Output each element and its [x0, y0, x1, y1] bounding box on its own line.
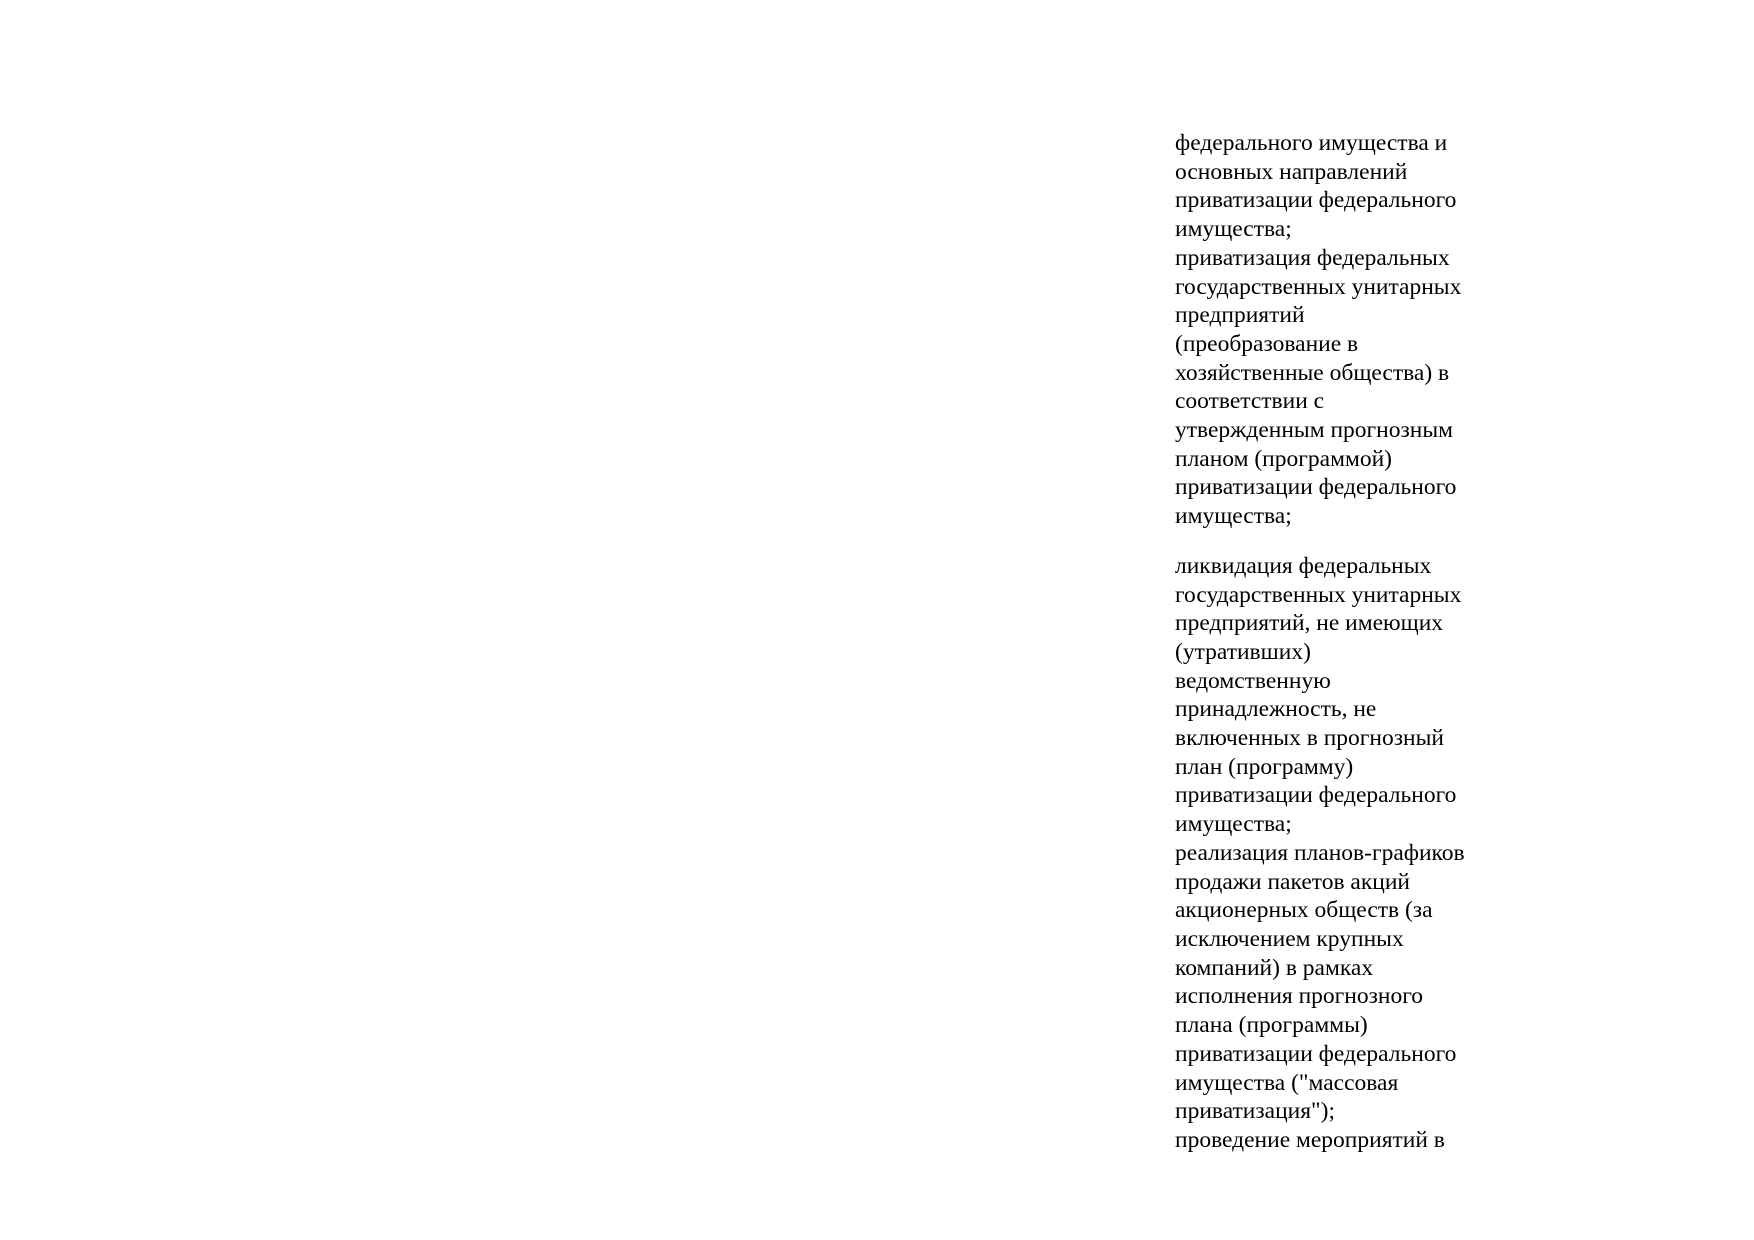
- text-line: приватизация");: [1175, 1098, 1335, 1125]
- text-column: [1175, 129, 1535, 1155]
- text-line: реализация планов-графиков: [1175, 839, 1465, 866]
- text-line: включенных в прогнозный: [1175, 725, 1444, 752]
- text-line: компаний) в рамках: [1175, 954, 1374, 981]
- text-line: исключением крупных: [1175, 925, 1404, 952]
- text-line: плана (программы): [1175, 1012, 1368, 1039]
- text-line: ликвидация федеральных: [1175, 552, 1432, 579]
- text-line: приватизации федерального: [1175, 782, 1457, 809]
- text-line: приватизация федеральных: [1175, 244, 1450, 271]
- text-line: принадлежность, не: [1175, 696, 1377, 723]
- text-line: федерального имущества и: [1175, 130, 1448, 156]
- paragraph-events-continued: [1175, 1126, 1535, 1155]
- text-line: акционерных обществ (за: [1175, 897, 1433, 924]
- text-line: имущества;: [1175, 503, 1292, 530]
- text-line: проведение мероприятий в: [1175, 1126, 1445, 1153]
- text-line: ведомственную: [1175, 667, 1331, 694]
- text-line: план (программу): [1175, 753, 1354, 780]
- text-line: соответствии с: [1175, 388, 1325, 415]
- text-line: имущества ("массовая: [1175, 1069, 1399, 1096]
- text-line: продажи пакетов акций: [1175, 868, 1410, 895]
- text-line: приватизации федерального: [1175, 474, 1457, 501]
- paragraph-mass-privatization: [1175, 839, 1535, 1126]
- text-line: планом (программой): [1175, 445, 1392, 472]
- text-line: государственных унитарных: [1175, 273, 1462, 300]
- text-line: хозяйственные общества) в: [1175, 359, 1450, 386]
- paragraph-liquidation-of-enterprises: [1175, 552, 1535, 839]
- text-line: приватизации федерального: [1175, 1040, 1457, 1067]
- paragraph-federal-property-directions: [1175, 129, 1535, 244]
- paragraph-privatization-of-enterprises: [1175, 244, 1535, 531]
- text-line: государственных унитарных: [1175, 581, 1462, 608]
- text-line: имущества;: [1175, 811, 1292, 838]
- text-line: основных направлений: [1175, 158, 1408, 185]
- text-line: исполнения прогнозного: [1175, 983, 1424, 1010]
- text-line: предприятий, не имеющих: [1175, 610, 1444, 637]
- text-line: приватизации федерального: [1175, 187, 1457, 214]
- text-line: утвержденным прогнозным: [1175, 417, 1454, 444]
- text-line: предприятий: [1175, 302, 1305, 329]
- text-line: (преобразование в: [1175, 330, 1359, 357]
- text-line: имущества;: [1175, 216, 1292, 243]
- text-line: (утративших): [1175, 638, 1311, 665]
